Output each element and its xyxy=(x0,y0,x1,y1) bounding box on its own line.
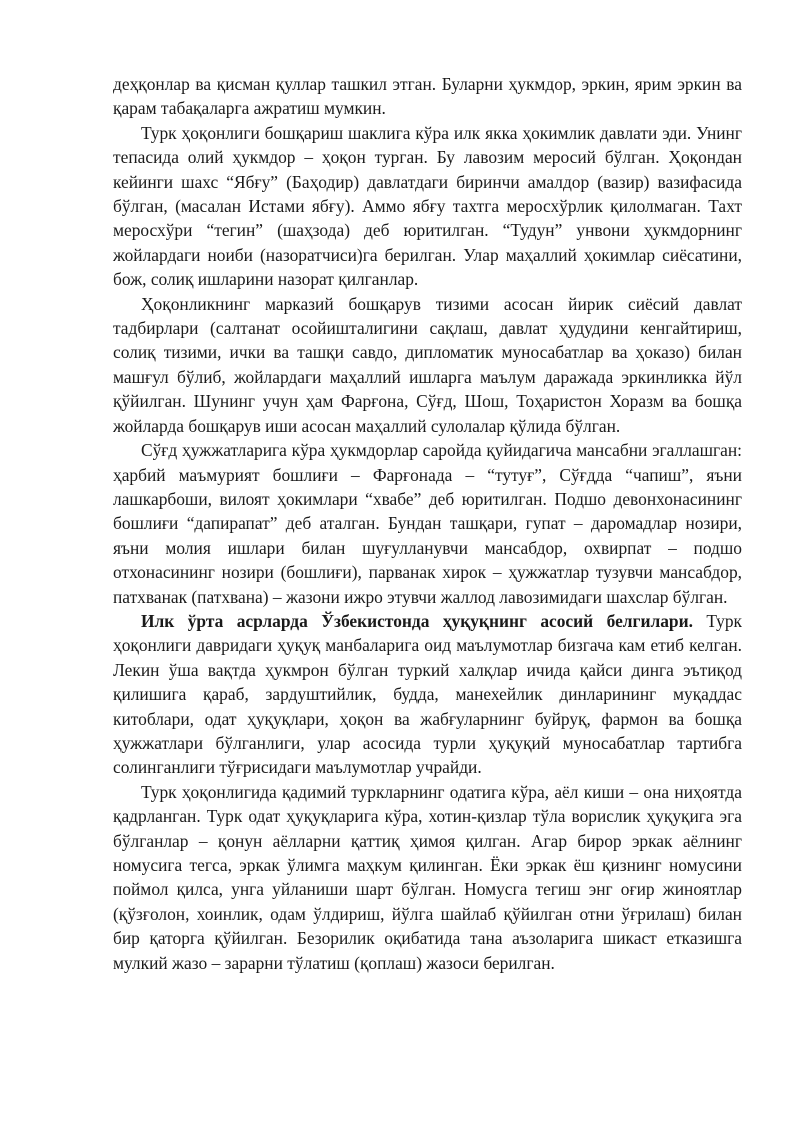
paragraph-3 xyxy=(113,292,742,438)
paragraph-2-text: Турк ҳоқонлиги бошқариш шаклига кўра илк якка ҳокимлик давлати эди. Унинг тепасида олий ҳукмдор – ҳоқон турган. Бу лавозим меросий бўлган. Ҳоқондан кейинги шахс “Ябғу” (Баҳодир) давлатдаги биринчи амалдор (вазир) вазифасида бўлган, (масалан Истами ябғу). Аммо ябғу тахтга меросхўрлик қилолмаган. Тахт меросхўри “тегин” (шаҳзода) деб юритилган. “Тудун” унвони ҳукмдорнинг жойлардаги ноиби (назоратчиси)га берилган. Улар маҳаллий ҳокимлар сиёсатини, бож, солиқ ишларини назорат қилганлар. xyxy=(113,122,742,290)
paragraph-6-text: Турк ҳоқонлигида қадимий туркларнинг одатига кўра, аёл киши – она ниҳоятда қадрланган. Турк одат ҳуқуқларига кўра, хотин-қизлар тўла ворислик ҳуқуқига эга бўлганлар – қонун аёлларни қаттиқ ҳимоя қилган. Агар бирор эркак аёлнинг номусига тегса, эркак ўлимга маҳкум қилинган. Ёки эркак ёш қизнинг номусини поймол қилса, унга уйланиши шарт бўлган. Номусга тегиш энг оғир жиноятлар (қўзғолон, хоинлик, одам ўлдириш, йўлга шайлаб қўйилган отни ўғрилаш) билан бир қаторга қўйилган. Безорилик оқибатида тана аъзоларига шикаст етказишга мулкий жазо – зарарни тўлатиш (қоплаш) жазоси берилган. xyxy=(113,781,742,973)
paragraph-6 xyxy=(113,780,742,975)
paragraph-3-text: Ҳоқонликнинг марказий бошқарув тизими асосан йирик сиёсий давлат тадбирлари (салтанат осойишталигини сақлаш, давлат ҳудудини кенгайтириш, солиқ тизими, ички ва ташқи савдо, дипломатик муносабатлар ва ҳоказо) билан машғул бўлиб, жойлардаги маҳаллий ишларга маълум даражада эркинликка йўл қўйилган. Шунинг учун ҳам Фарғона, Сўғд, Шош, Тоҳаристон Хоразм ва бошқа жойларда бошқарув иши асосан маҳаллий сулолалар қўлида бўлган. xyxy=(113,293,742,436)
paragraph-1-text: деҳқонлар ва қисман қуллар ташкил этган. Буларни ҳукмдор, эркин, ярим эркин ва қарам табақаларга ажратиш мумкин. xyxy=(113,74,742,119)
paragraph-5-text: Турк ҳоқонлиги давридаги ҳуқуқ манбаларига оид маълумотлар бизгача кам етиб келган. Лекин ўша вақтда ҳукмрон бўлган туркий халқлар ичида қайси динга эътиқод қилишига қараб, зардуштийлик, будда, манехейлик динларининг муқаддас китоблари, одат ҳуқуқлари, ҳоқон ва жабғуларнинг буйруқ, фармон ва бошқа ҳужжатлари бўлганлиги, улар асосида турли ҳуқуқий муносабатлар тартибга солинганлиги тўғрисидаги маълумотлар учрайди. xyxy=(113,610,742,778)
paragraph-2 xyxy=(113,121,742,292)
paragraph-4 xyxy=(113,438,742,609)
paragraph-4-text: Сўғд ҳужжатларига кўра ҳукмдорлар саройда қуйидагича мансабни эгаллашган: ҳарбий маъмурият бошлиғи – Фарғонада – “тутуғ”, Сўғдда “чапиш”, яъни лашкарбоши, вилоят ҳокимлари “хвабе” деб юритилган. Подшо девонхонасининг бошлиғи “дапирапат” деб аталган. Бундан ташқари, гупат – даромадлар нозири, яъни молия ишлари билан шуғулланувчи мансабдор, охвирпат – подшо отхонасининг нозири (бошлиғи), парванак хирок – ҳужжатлар тузувчи мансабдор, патхванак (патхвана) – жазони ижро этувчи жаллод лавозимидаги шахслар бўлган. xyxy=(113,440,742,607)
section-heading: Илк ўрта асрларда Ўзбекистонда ҳуқуқнинг асосий белгилари. xyxy=(141,610,693,631)
paragraph-1 xyxy=(113,72,742,121)
document-page xyxy=(113,72,742,975)
paragraph-5 xyxy=(113,609,742,780)
